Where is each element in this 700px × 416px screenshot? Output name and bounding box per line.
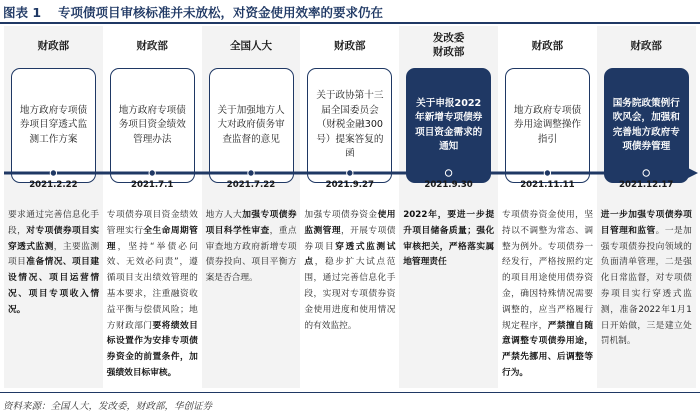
event-date: 2021.2.22 <box>29 180 78 190</box>
event-date: 2021.9.30 <box>424 180 473 190</box>
event-column <box>202 26 301 388</box>
event-date: 2021.12.17 <box>619 180 674 190</box>
description-emphasis: 全生命周期管理 <box>106 225 198 252</box>
document-box <box>110 68 195 183</box>
description-text: 专项债券项目资金绩效管理实行 <box>106 210 198 236</box>
event-issuer: 财政部 <box>334 40 366 52</box>
event-issuer: 发改委 财政部 <box>432 32 465 58</box>
event-issuer: 全国人大 <box>229 40 272 52</box>
event-issuer: 财政部 <box>136 40 168 52</box>
document-title: 国务院政策例行吹风会，加强和完善地方政府专项债券管理 <box>612 97 680 152</box>
document-box <box>307 68 392 183</box>
description-text: ，主要监测项目 <box>8 241 100 268</box>
document-title: 关于加强地方人大对政府债务审查监督的意见 <box>217 104 285 145</box>
event-issuer: 财政部 <box>37 40 70 52</box>
document-box <box>209 68 294 183</box>
event-description <box>403 208 494 271</box>
description-emphasis: 严禁擅自随意调整专项债券用途，严禁先挪用、后调整等行为。 <box>502 320 594 378</box>
event-date: 2021.7.22 <box>226 180 276 190</box>
event-description <box>107 208 198 382</box>
event-description <box>601 208 692 350</box>
document-title: 关于政协第十三届全国委员会（财税金融300号）提案答复的函 <box>316 90 384 160</box>
header-rule <box>0 22 700 24</box>
description-emphasis: 对专项债券项目实穿透式监测 <box>8 225 100 252</box>
event-issuer: 财政部 <box>531 40 564 52</box>
document-box <box>604 68 689 183</box>
document-title: 地方政府专项债券项目穿透式监测工作方案 <box>19 104 88 145</box>
event-description <box>304 208 395 334</box>
figure-label: 图表 1 <box>3 5 42 20</box>
figure-title: 专项债项目审核标准并未放松，对资金使用效率的要求仍在 <box>58 5 384 20</box>
document-box <box>505 68 590 183</box>
document-title: 关于申报2022年新增专项债券项目资金需求的通知 <box>415 97 483 152</box>
description-text: 专项债券资金使用，坚持以不调整为常态、调整为例外。专项债券一经发行，严格按照约定的项目用途使用债券资金，确因特殊情况需要调整的，应当严格履行规定程序， <box>502 210 593 331</box>
description-emphasis: 2022年，要进一步提升项目储备质量；强化审核把关，严格落实属地管理责任 <box>403 210 495 268</box>
description-text: ，坚持“举债必问效、无效必问责”，遵循项目支出绩效管理的基本要求，注重融资收益平衡与偿债风险；地方财政部门 <box>106 241 198 331</box>
event-description <box>8 208 99 319</box>
document-box <box>11 68 96 183</box>
description-text: 加强专项债券资金 <box>304 210 378 220</box>
figure-header <box>0 0 700 24</box>
event-column <box>4 26 103 388</box>
source-note: 资料来源：全国人大，发改委，财政部，华创证券 <box>3 401 213 412</box>
document-title: 地方政府专项债券用途调整操作指引 <box>513 104 582 145</box>
description-text: 要求通过完善信息化手段， <box>8 210 99 236</box>
description-emphasis: 穿透式监测试点 <box>304 241 396 268</box>
description-text: ，开展专项债券项目 <box>304 225 396 252</box>
event-date: 2021.11.11 <box>520 180 575 190</box>
description-emphasis: 使用监测管理 <box>304 210 396 236</box>
event-date: 2021.9.27 <box>325 180 374 190</box>
event-date: 2021.7.1 <box>130 180 174 190</box>
timeline-columns <box>4 26 696 388</box>
event-column <box>300 26 399 388</box>
description-text: 地方人大 <box>205 210 243 220</box>
document-box <box>406 68 491 183</box>
event-column <box>399 26 498 388</box>
event-column <box>597 26 696 388</box>
description-text: ，重点审查地方政府新增专项债券投向、项目平衡方案是否合理。 <box>205 225 297 284</box>
description-emphasis: 要将绩效目标设置作为安排专项债券资金的前置条件，加强绩效目标审核。 <box>106 320 198 378</box>
description-text: 。一是加强专项债券投向领域的负面清单管理，二是强化日常监督，对专项债券项目实行穿透式监测，准备2022年1月1日开始做，三是建立处罚机制。 <box>600 225 692 347</box>
event-column <box>103 26 202 388</box>
event-description <box>502 208 593 382</box>
document-title: 地方政府专项债务项目资金绩效管理办法 <box>118 104 186 145</box>
footer-rule <box>0 392 700 393</box>
event-issuer: 财政部 <box>630 40 662 52</box>
description-emphasis: 加强专项债券项目科学性审查 <box>205 210 297 236</box>
event-description <box>206 208 297 287</box>
description-emphasis: 进一步加强专项债券项目管理和监管 <box>600 210 692 236</box>
event-column <box>498 26 597 388</box>
description-emphasis: 准备情况、项目建设情况、项目运营情况、项目专项收入情况。 <box>8 257 100 315</box>
description-text: ，稳步扩大试点范围，通过完善信息化手段，实现对专项债券资金使用进度和使用情况的有效监控。 <box>304 257 396 331</box>
